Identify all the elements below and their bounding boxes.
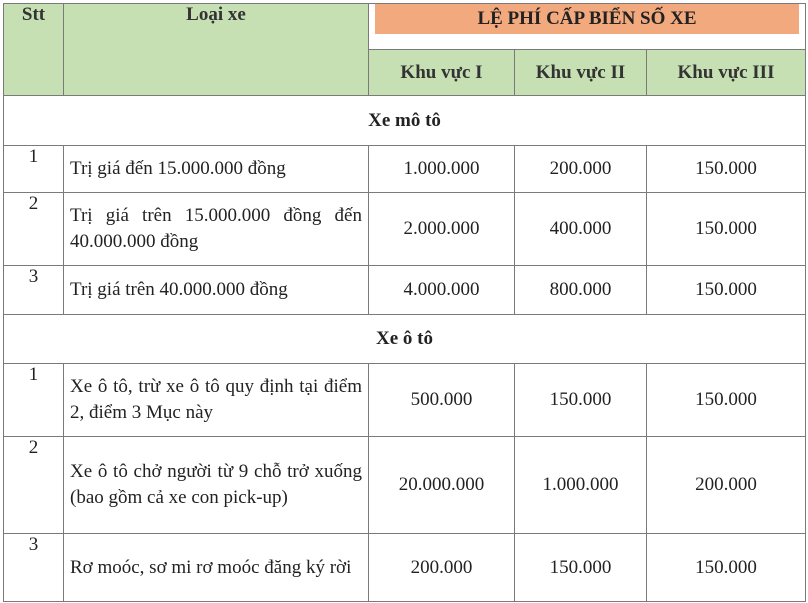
row-kv1: 1.000.000 [369, 146, 515, 193]
row-stt: 3 [4, 534, 64, 602]
table-row [4, 266, 806, 315]
header-area-1: Khu vực I [369, 50, 515, 96]
table-row [4, 534, 806, 602]
header-title: LỆ PHÍ CẤP BIỂN SỐ XE [375, 4, 799, 34]
row-kv3: 150.000 [647, 364, 806, 437]
row-kv3: 150.000 [647, 193, 806, 266]
section-title: Xe mô tô [4, 96, 806, 146]
header-area-2: Khu vực II [515, 50, 647, 96]
section-row-moto [4, 96, 806, 146]
table-row [4, 146, 806, 193]
row-kv2: 150.000 [515, 534, 647, 602]
header-area-3: Khu vực III [647, 50, 806, 96]
row-kv3: 150.000 [647, 146, 806, 193]
row-kv3: 200.000 [647, 437, 806, 534]
row-desc: Rơ moóc, sơ mi rơ moóc đăng ký rời [64, 534, 369, 602]
row-kv2: 800.000 [515, 266, 647, 315]
header-loai-xe: Loại xe [64, 4, 369, 96]
row-kv2: 200.000 [515, 146, 647, 193]
table-row [4, 437, 806, 534]
table-row [4, 193, 806, 266]
row-kv1: 200.000 [369, 534, 515, 602]
row-kv2: 150.000 [515, 364, 647, 437]
row-desc: Trị giá đến 15.000.000 đồng [64, 146, 369, 193]
row-kv2: 1.000.000 [515, 437, 647, 534]
row-kv1: 4.000.000 [369, 266, 515, 315]
row-kv3: 150.000 [647, 266, 806, 315]
header-title-cell [369, 4, 806, 50]
row-stt: 1 [4, 146, 64, 193]
row-kv1: 2.000.000 [369, 193, 515, 266]
row-stt: 2 [4, 437, 64, 534]
row-stt: 1 [4, 364, 64, 437]
row-kv3: 150.000 [647, 534, 806, 602]
row-stt: 3 [4, 266, 64, 315]
section-row-oto [4, 315, 806, 364]
table-row [4, 364, 806, 437]
header-stt: Stt [4, 4, 64, 96]
row-desc: Trị giá trên 15.000.000 đồng đến 40.000.000 đồng [64, 193, 369, 266]
fee-table [3, 3, 806, 602]
section-title: Xe ô tô [4, 315, 806, 364]
row-kv1: 20.000.000 [369, 437, 515, 534]
row-kv2: 400.000 [515, 193, 647, 266]
row-kv1: 500.000 [369, 364, 515, 437]
row-desc: Trị giá trên 40.000.000 đồng [64, 266, 369, 315]
row-stt: 2 [4, 193, 64, 266]
row-desc: Xe ô tô chở người từ 9 chỗ trở xuống (bao gồm cả xe con pick-up) [64, 437, 369, 534]
row-desc: Xe ô tô, trừ xe ô tô quy định tại điểm 2, điểm 3 Mục này [64, 364, 369, 437]
